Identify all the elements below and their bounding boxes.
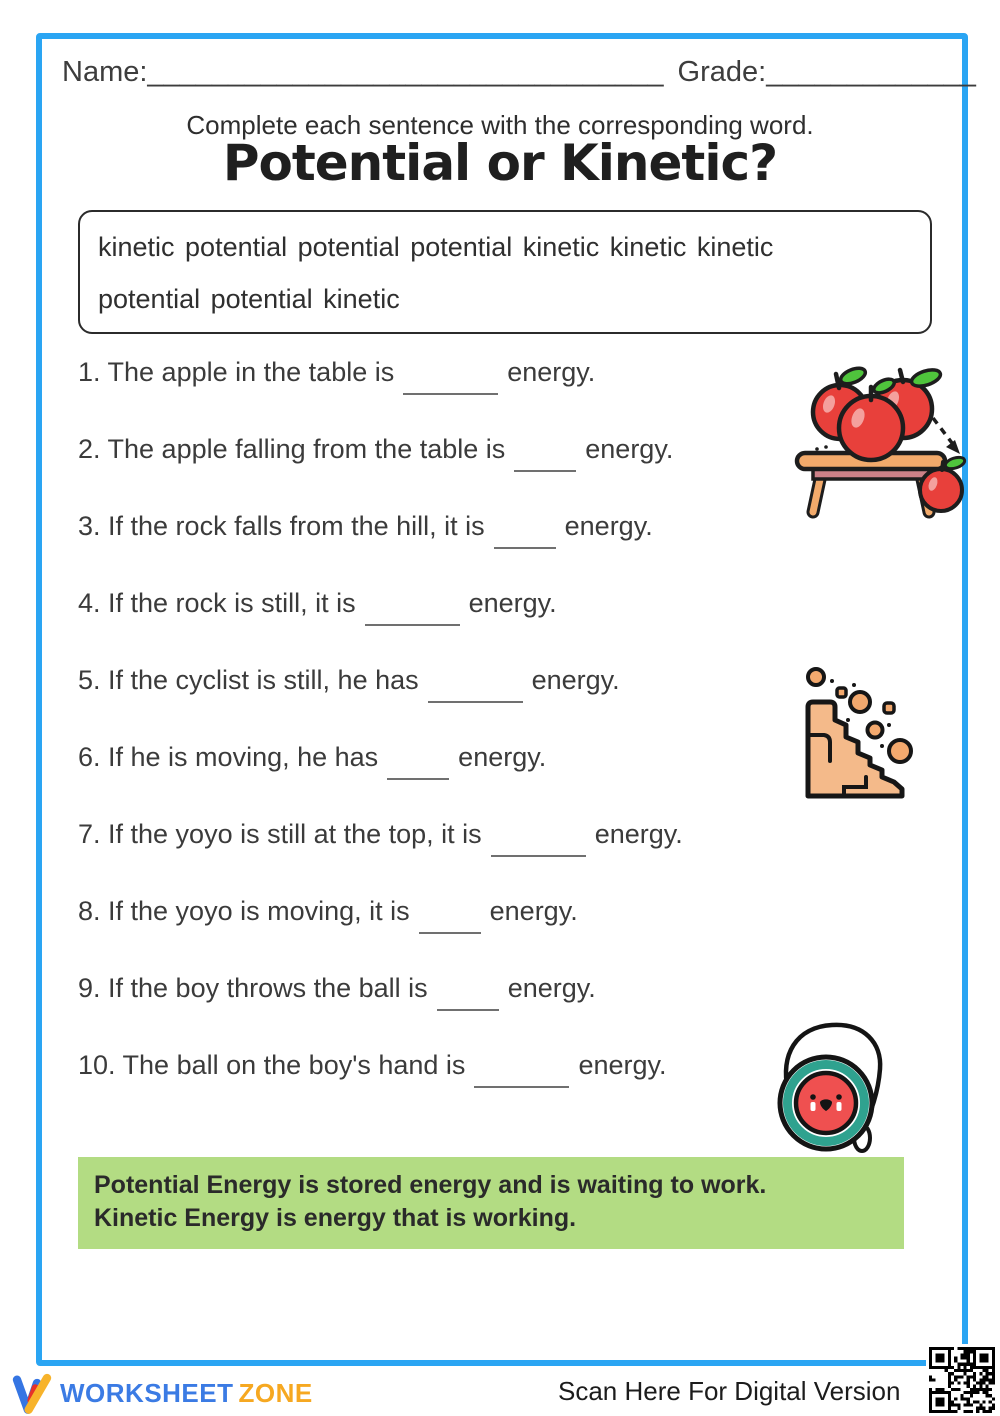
sentence-text: energy. xyxy=(458,742,547,772)
grade-label: Grade: xyxy=(677,56,767,88)
answer-blank xyxy=(365,598,460,626)
note-line-2: Kinetic Energy is energy that is working. xyxy=(94,1204,577,1232)
sentence-text: 10. The ball on the boy's hand is xyxy=(78,1050,466,1080)
note-line-1: Potential Energy is stored energy and is waiting to work. xyxy=(94,1171,767,1199)
word-bank-box xyxy=(78,210,932,334)
answer-blank xyxy=(491,829,586,857)
sentence-text: 5. If the cyclist is still, he has xyxy=(78,665,419,695)
sentence-text: energy. xyxy=(564,511,653,541)
sentence-text: 3. If the rock falls from the hill, it is xyxy=(78,511,485,541)
sentence-text: energy. xyxy=(507,973,596,1003)
answer-blank xyxy=(419,906,481,934)
sentence-text: energy. xyxy=(531,665,620,695)
sentence-text: 9. If the boy throws the ball is xyxy=(78,973,428,1003)
name-grade-row xyxy=(62,56,976,89)
answer-blank xyxy=(494,521,556,549)
answer-blank xyxy=(437,983,499,1011)
brand-name-worksheet: WORKSHEET xyxy=(60,1377,234,1408)
sentence-text: 2. The apple falling from the table is xyxy=(78,434,506,464)
brand-name-zone: ZONE xyxy=(238,1377,313,1408)
sentence-list xyxy=(78,334,818,1104)
sentence-10 xyxy=(78,1027,818,1104)
sentence-7 xyxy=(78,796,818,873)
answer-blank xyxy=(403,367,498,395)
worksheetzone-logo-icon xyxy=(12,1372,52,1414)
answer-blank xyxy=(387,752,449,780)
sentence-1 xyxy=(78,334,818,411)
answer-blank xyxy=(474,1060,569,1088)
rockslide-icon xyxy=(798,665,923,805)
answer-blank xyxy=(428,675,523,703)
sentence-3 xyxy=(78,488,818,565)
name-blank-line: ________________________________ xyxy=(147,56,664,88)
sentence-text: energy. xyxy=(578,1050,667,1080)
sentence-6 xyxy=(78,719,818,796)
sentence-text: energy. xyxy=(585,434,674,464)
qr-code xyxy=(926,1344,998,1416)
name-label: Name: xyxy=(62,56,148,88)
sentence-text: 8. If the yoyo is moving, it is xyxy=(78,896,410,926)
page-title: Potential or Kinetic? xyxy=(222,134,778,192)
sentence-text: energy. xyxy=(468,588,557,618)
sentence-8 xyxy=(78,873,818,950)
sentence-2 xyxy=(78,411,818,488)
sentence-text: 1. The apple in the table is xyxy=(78,357,395,387)
word-bank-line-1: kinetic potential potential potential kinetic kinetic kinetic xyxy=(98,232,774,262)
apples-on-table-icon xyxy=(783,362,971,527)
yoyo-icon xyxy=(772,1015,902,1162)
sentence-text: 7. If the yoyo is still at the top, it is xyxy=(78,819,482,849)
sentence-text: energy. xyxy=(507,357,596,387)
answer-blank xyxy=(514,444,576,472)
scan-here-label: Scan Here For Digital Version xyxy=(558,1376,901,1406)
grade-blank-line: _____________ xyxy=(766,56,976,88)
sentence-9 xyxy=(78,950,818,1027)
sentence-4 xyxy=(78,565,818,642)
sentence-text: energy. xyxy=(594,819,683,849)
sentence-text: 4. If the rock is still, it is xyxy=(78,588,356,618)
instruction-text: Complete each sentence with the corresponding word. xyxy=(186,110,814,140)
word-bank-line-2: potential potential kinetic xyxy=(98,284,400,314)
sentence-text: 6. If he is moving, he has xyxy=(78,742,379,772)
sentence-5 xyxy=(78,642,818,719)
worksheetzone-logo xyxy=(12,1372,313,1414)
sentence-text: energy. xyxy=(489,896,578,926)
definition-note-box xyxy=(78,1157,904,1249)
